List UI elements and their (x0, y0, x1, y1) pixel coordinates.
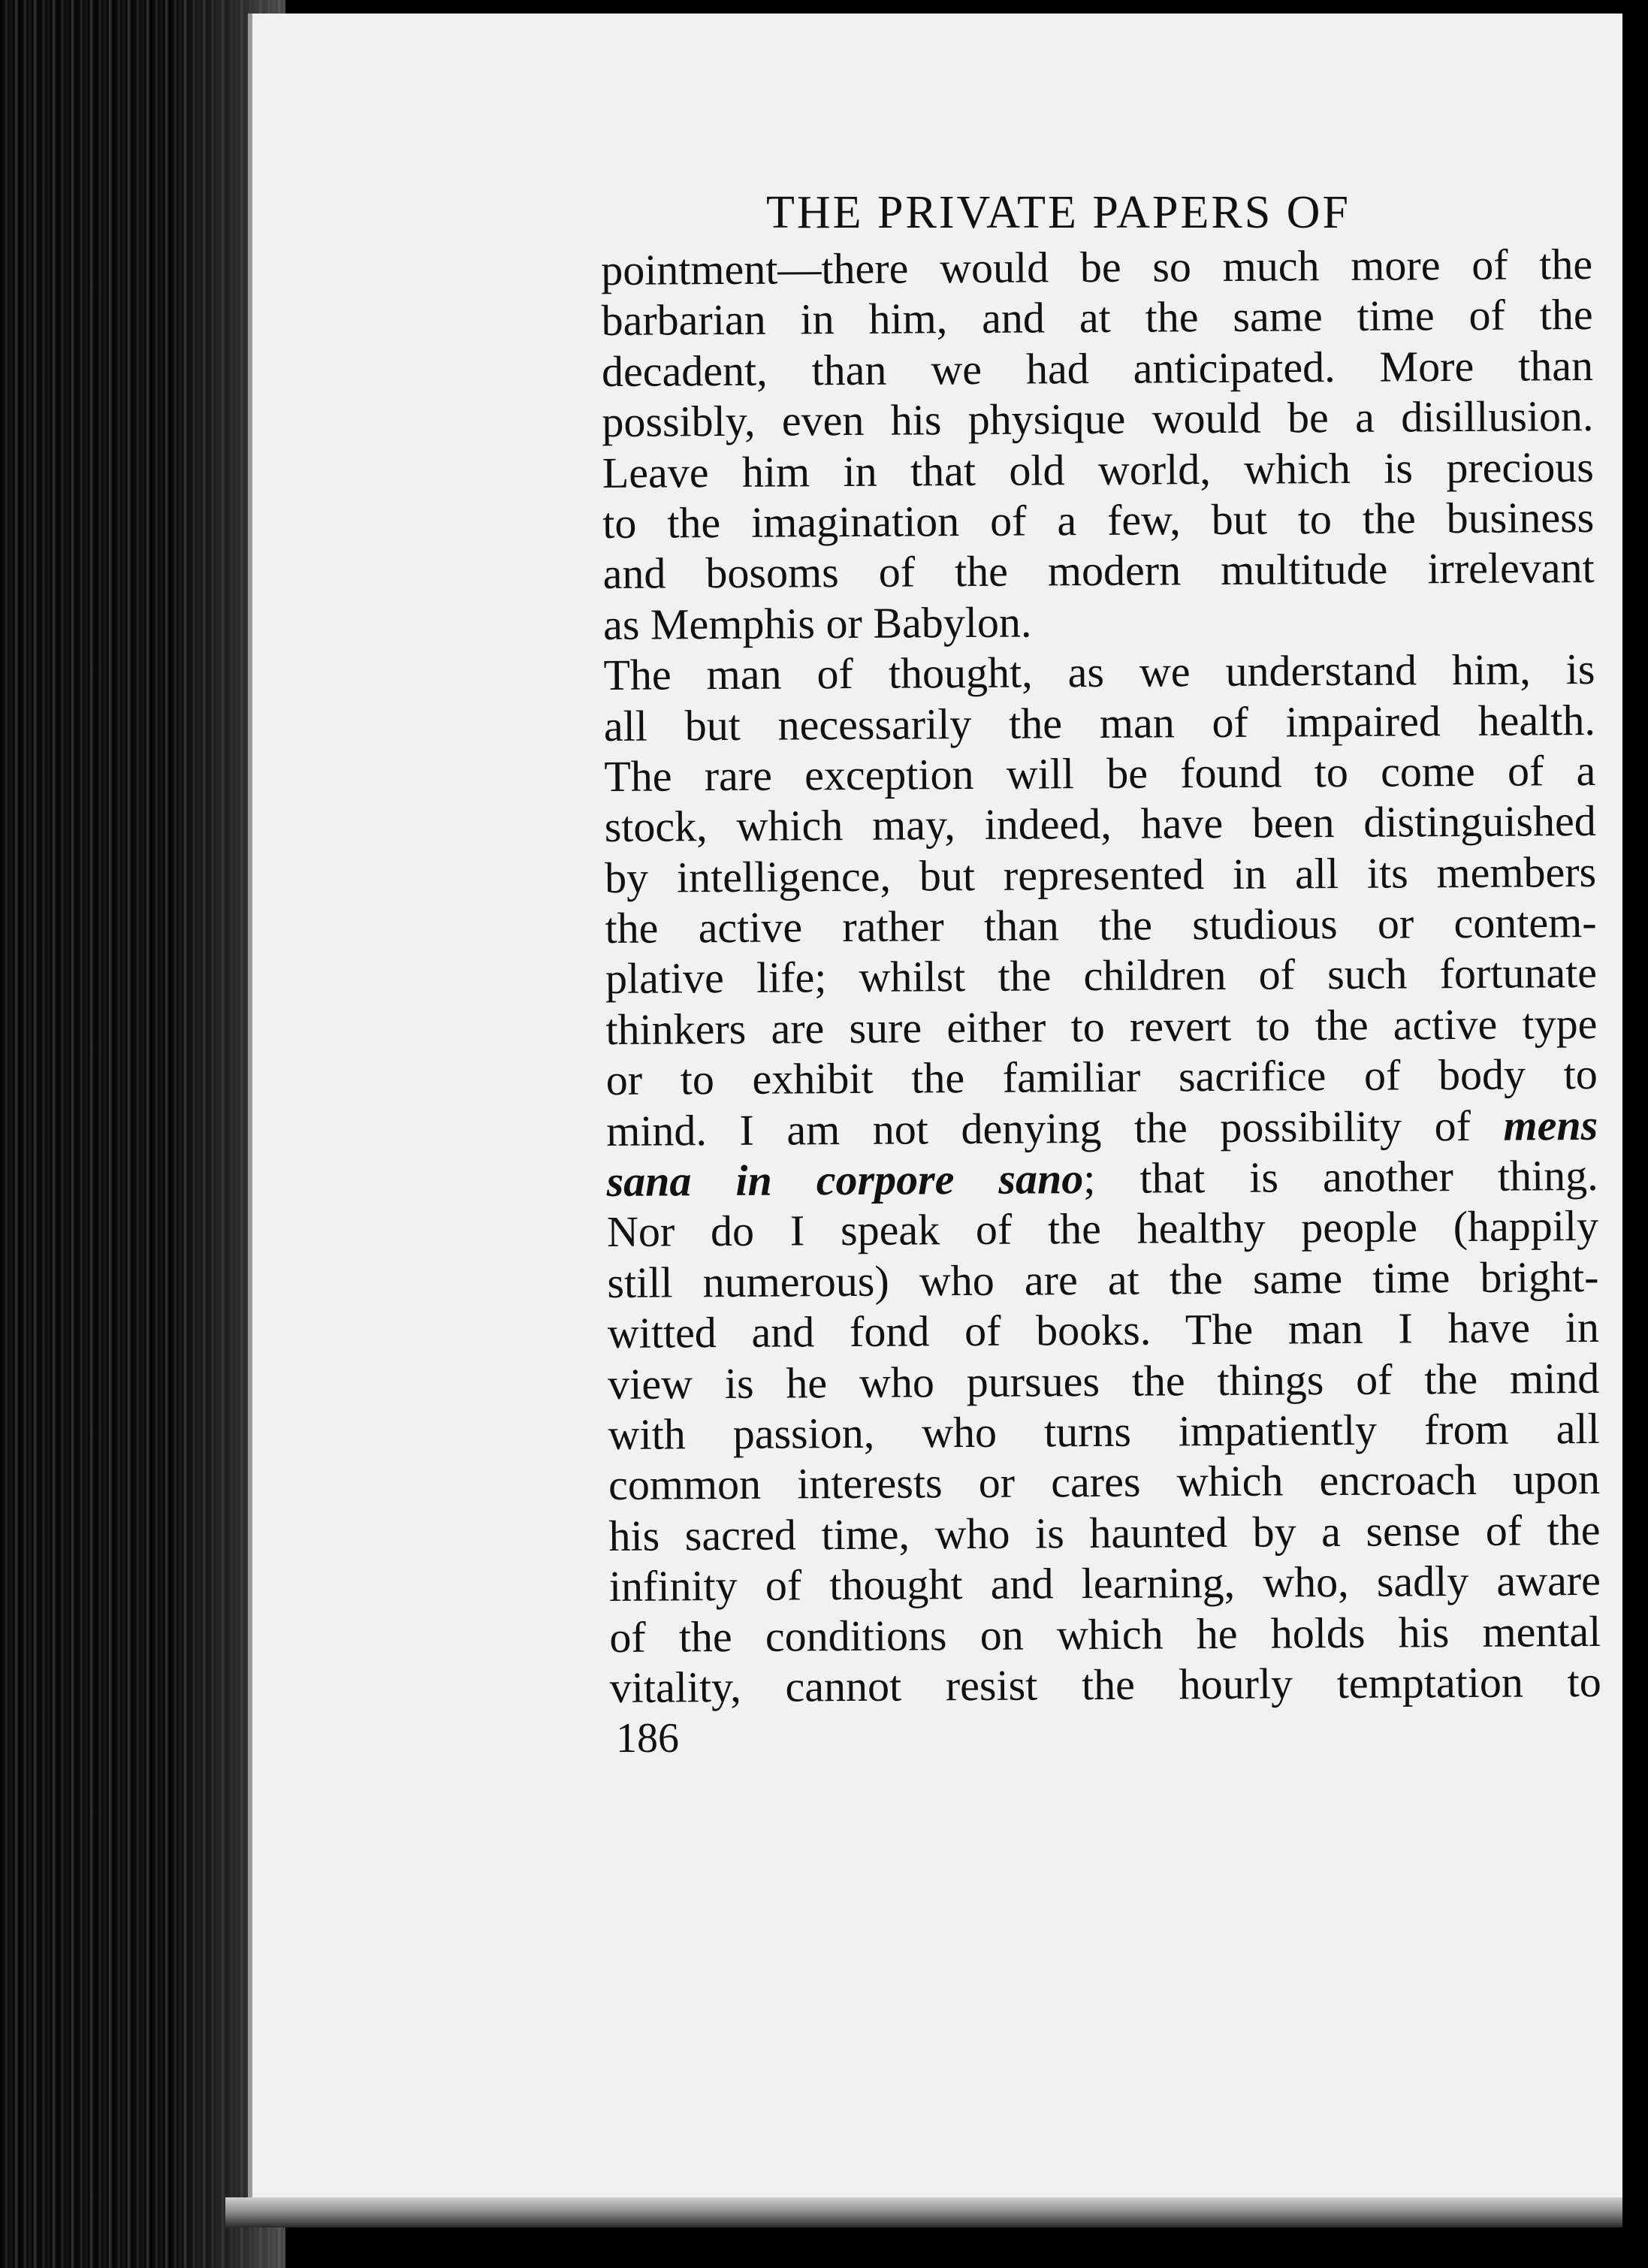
latin-phrase: sana in corpore sano (606, 1154, 1084, 1206)
text-line: the active rather than the studious or contem- (605, 897, 1597, 953)
text-line: mind. I am not denying the possibility of mens (606, 1100, 1598, 1155)
text-line: by intelligence, but represented in all its members (604, 847, 1597, 902)
text-line: with passion, who turns impatiently from all (608, 1403, 1600, 1459)
text-line: his sacred time, who is haunted by a sense of the (608, 1505, 1601, 1560)
text-line: Nor do I speak of the healthy people (happily (606, 1201, 1599, 1257)
text-line: barbarian in him, and at the same time of the (601, 290, 1593, 346)
text-line: vitality, cannot resist the hourly temptation to (609, 1656, 1601, 1712)
text-line: as Memphis or Babylon. (602, 597, 1032, 649)
body-text (601, 239, 1601, 1713)
text-line: infinity of thought and learning, who, sadly aware (608, 1556, 1601, 1611)
text-line: thinkers are sure either to revert to the active type (605, 998, 1598, 1054)
page-bottom-edge (225, 2197, 1637, 2227)
text-line: or to exhibit the familiar sacrifice of body to (605, 1049, 1598, 1105)
text-line: of the conditions on which he holds his mental (609, 1606, 1601, 1662)
text-line: still numerous) who are at the same time bright- (607, 1252, 1599, 1307)
text-line: sana in corpore sano; that is another thing. (606, 1150, 1598, 1206)
text-line: The man of thought, as we understand him, is (603, 645, 1595, 700)
text-line: view is he who pursues the things of the mind (608, 1353, 1600, 1409)
text-line: common interests or cares which encroach upon (608, 1454, 1601, 1510)
right-scan-border (1622, 0, 1648, 2268)
text-line: plative life; whilst the children of such fortunate (605, 948, 1598, 1004)
text-line: possibly, even his physique would be a disillusion. (602, 391, 1594, 447)
text-line: pointment—there would be so much more of the (601, 239, 1593, 294)
text-line: stock, which may, indeed, have been distinguished (604, 796, 1596, 852)
text-line: and bosoms of the modern multitude irrelevant (602, 543, 1595, 599)
text-line: The rare exception will be found to come of a (604, 745, 1596, 801)
text-line: to the imagination of a few, but to the business (602, 492, 1595, 548)
page-number: 186 (616, 1715, 679, 1762)
latin-phrase: mens (1503, 1100, 1598, 1150)
text-line: decadent, than we had anticipated. More than (601, 340, 1594, 396)
running-head: THE PRIVATE PAPERS OF (766, 187, 1351, 238)
text-line: witted and fond of books. The man I have in (607, 1303, 1600, 1358)
text-line: all but necessarily the man of impaired health. (603, 695, 1596, 750)
text-line: Leave him in that old world, which is precious (602, 442, 1595, 497)
